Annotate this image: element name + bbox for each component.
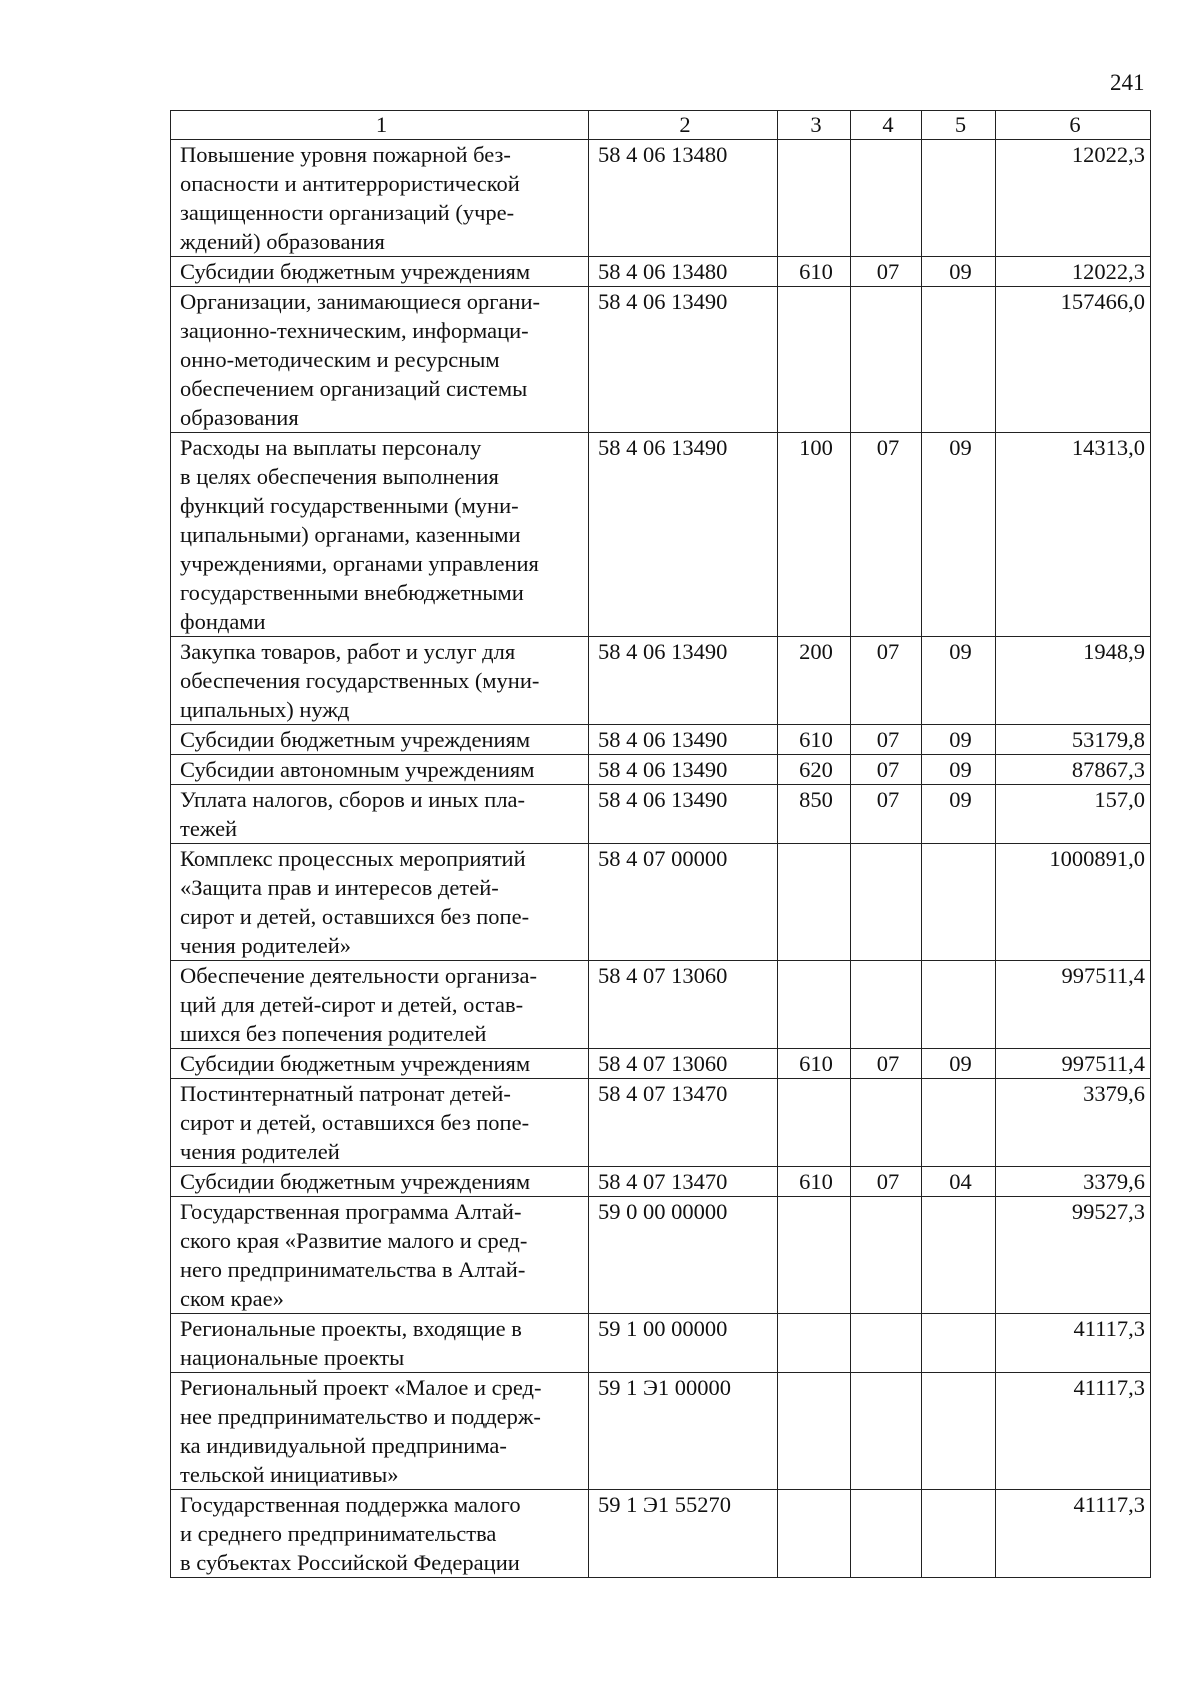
row-section-cell	[851, 1314, 922, 1373]
budget-table	[170, 110, 1151, 1578]
row-name-cell: Закупка товаров, работ и услуг для обеспечения государственных (муни- ципальных) нужд	[171, 637, 589, 725]
row-amount-cell: 997511,4	[996, 961, 1151, 1049]
row-expense-type-cell: 100	[778, 433, 851, 637]
table-row	[171, 844, 1151, 961]
row-amount-cell: 41117,3	[996, 1490, 1151, 1578]
column-header: 4	[851, 111, 922, 140]
row-code-cell: 58 4 06 13480	[589, 257, 778, 287]
row-section-cell: 07	[851, 725, 922, 755]
row-amount-cell: 53179,8	[996, 725, 1151, 755]
row-section-cell	[851, 1490, 922, 1578]
row-code-cell: 58 4 06 13490	[589, 287, 778, 433]
row-amount-cell: 41117,3	[996, 1373, 1151, 1490]
row-amount-cell: 14313,0	[996, 433, 1151, 637]
row-section-cell: 07	[851, 1167, 922, 1197]
row-expense-type-cell: 610	[778, 1167, 851, 1197]
row-amount-cell: 12022,3	[996, 257, 1151, 287]
row-expense-type-cell	[778, 961, 851, 1049]
row-name-cell: Субсидии бюджетным учреждениям	[171, 1167, 589, 1197]
row-name-cell: Уплата налогов, сборов и иных пла- тежей	[171, 785, 589, 844]
table-row	[171, 1167, 1151, 1197]
row-amount-cell: 1000891,0	[996, 844, 1151, 961]
column-header: 6	[996, 111, 1151, 140]
row-section-cell: 07	[851, 1049, 922, 1079]
table-row	[171, 725, 1151, 755]
column-header: 2	[589, 111, 778, 140]
row-expense-type-cell	[778, 1197, 851, 1314]
table-row	[171, 140, 1151, 257]
row-name-cell: Повышение уровня пожарной без- опасности и антитеррористической защищенности организаций (учре- ждений) образования	[171, 140, 589, 257]
table-row	[171, 257, 1151, 287]
row-subsection-cell: 04	[922, 1167, 996, 1197]
row-code-cell: 58 4 06 13490	[589, 637, 778, 725]
row-expense-type-cell	[778, 140, 851, 257]
row-section-cell	[851, 287, 922, 433]
row-subsection-cell: 09	[922, 725, 996, 755]
column-header: 1	[171, 111, 589, 140]
table-row	[171, 1490, 1151, 1578]
row-name-cell: Региональный проект «Малое и сред- нее предпринимательство и поддерж- ка индивидуальной предпринима- тельской инициативы»	[171, 1373, 589, 1490]
row-code-cell: 58 4 07 13060	[589, 961, 778, 1049]
row-subsection-cell: 09	[922, 257, 996, 287]
row-section-cell	[851, 844, 922, 961]
row-code-cell: 58 4 07 13060	[589, 1049, 778, 1079]
row-name-cell: Субсидии бюджетным учреждениям	[171, 725, 589, 755]
row-expense-type-cell	[778, 1490, 851, 1578]
row-subsection-cell	[922, 1373, 996, 1490]
row-name-cell: Расходы на выплаты персоналу в целях обеспечения выполнения функций государственными (муни- ципальными) органами, казенными учреждениями, органами управления государственными внебюджетными фондами	[171, 433, 589, 637]
row-section-cell: 07	[851, 785, 922, 844]
row-name-cell: Субсидии бюджетным учреждениям	[171, 257, 589, 287]
row-subsection-cell	[922, 844, 996, 961]
row-expense-type-cell	[778, 1314, 851, 1373]
row-expense-type-cell: 620	[778, 755, 851, 785]
row-section-cell	[851, 1373, 922, 1490]
row-section-cell	[851, 961, 922, 1049]
row-code-cell: 59 1 Э1 00000	[589, 1373, 778, 1490]
row-name-cell: Комплекс процессных мероприятий «Защита прав и интересов детей- сирот и детей, оставшихся без попе- чения родителей»	[171, 844, 589, 961]
row-expense-type-cell	[778, 1373, 851, 1490]
row-amount-cell: 157466,0	[996, 287, 1151, 433]
row-code-cell: 58 4 07 13470	[589, 1079, 778, 1167]
row-amount-cell: 3379,6	[996, 1079, 1151, 1167]
row-code-cell: 59 1 Э1 55270	[589, 1490, 778, 1578]
row-code-cell: 58 4 06 13490	[589, 755, 778, 785]
row-name-cell: Субсидии бюджетным учреждениям	[171, 1049, 589, 1079]
row-amount-cell: 1948,9	[996, 637, 1151, 725]
row-name-cell: Обеспечение деятельности организа- ций для детей-сирот и детей, остав- шихся без попечения родителей	[171, 961, 589, 1049]
table-row	[171, 637, 1151, 725]
row-subsection-cell: 09	[922, 637, 996, 725]
table-row	[171, 433, 1151, 637]
row-subsection-cell: 09	[922, 755, 996, 785]
row-code-cell: 58 4 06 13490	[589, 433, 778, 637]
row-section-cell: 07	[851, 755, 922, 785]
row-subsection-cell	[922, 1079, 996, 1167]
row-name-cell: Постинтернатный патронат детей- сирот и детей, оставшихся без попе- чения родителей	[171, 1079, 589, 1167]
row-expense-type-cell: 610	[778, 725, 851, 755]
row-name-cell: Государственная программа Алтай- ского края «Развитие малого и сред- него предпринимательства в Алтай- ском крае»	[171, 1197, 589, 1314]
row-amount-cell: 87867,3	[996, 755, 1151, 785]
row-section-cell	[851, 1197, 922, 1314]
row-amount-cell: 12022,3	[996, 140, 1151, 257]
row-subsection-cell: 09	[922, 1049, 996, 1079]
row-amount-cell: 157,0	[996, 785, 1151, 844]
row-expense-type-cell: 610	[778, 1049, 851, 1079]
row-subsection-cell	[922, 1490, 996, 1578]
table-row	[171, 1373, 1151, 1490]
column-header: 3	[778, 111, 851, 140]
row-subsection-cell	[922, 287, 996, 433]
row-code-cell: 58 4 06 13480	[589, 140, 778, 257]
row-code-cell: 59 1 00 00000	[589, 1314, 778, 1373]
row-expense-type-cell: 200	[778, 637, 851, 725]
row-code-cell: 59 0 00 00000	[589, 1197, 778, 1314]
table-row	[171, 1049, 1151, 1079]
table-row	[171, 961, 1151, 1049]
row-expense-type-cell: 610	[778, 257, 851, 287]
table-row	[171, 1314, 1151, 1373]
table-row	[171, 287, 1151, 433]
row-section-cell	[851, 1079, 922, 1167]
row-subsection-cell	[922, 140, 996, 257]
row-code-cell: 58 4 07 13470	[589, 1167, 778, 1197]
row-subsection-cell	[922, 1314, 996, 1373]
row-amount-cell: 3379,6	[996, 1167, 1151, 1197]
row-code-cell: 58 4 07 00000	[589, 844, 778, 961]
row-subsection-cell	[922, 1197, 996, 1314]
table-row	[171, 1079, 1151, 1167]
table-row	[171, 755, 1151, 785]
table-row	[171, 785, 1151, 844]
row-expense-type-cell	[778, 1079, 851, 1167]
row-section-cell	[851, 140, 922, 257]
row-section-cell: 07	[851, 257, 922, 287]
row-name-cell: Региональные проекты, входящие в национальные проекты	[171, 1314, 589, 1373]
row-subsection-cell: 09	[922, 433, 996, 637]
row-code-cell: 58 4 06 13490	[589, 785, 778, 844]
row-name-cell: Организации, занимающиеся органи- зационно-техническим, информаци- онно-методическим и ресурсным обеспечением организаций системы образования	[171, 287, 589, 433]
row-name-cell: Субсидии автономным учреждениям	[171, 755, 589, 785]
table-row	[171, 1197, 1151, 1314]
row-expense-type-cell	[778, 287, 851, 433]
row-amount-cell: 997511,4	[996, 1049, 1151, 1079]
row-expense-type-cell: 850	[778, 785, 851, 844]
row-amount-cell: 99527,3	[996, 1197, 1151, 1314]
row-section-cell: 07	[851, 433, 922, 637]
row-expense-type-cell	[778, 844, 851, 961]
row-subsection-cell: 09	[922, 785, 996, 844]
table-header-row	[171, 111, 1151, 140]
row-code-cell: 58 4 06 13490	[589, 725, 778, 755]
row-section-cell: 07	[851, 637, 922, 725]
column-header: 5	[922, 111, 996, 140]
page-number: 241	[1110, 70, 1145, 95]
row-name-cell: Государственная поддержка малого и среднего предпринимательства в субъектах Российской Федерации	[171, 1490, 589, 1578]
row-amount-cell: 41117,3	[996, 1314, 1151, 1373]
row-subsection-cell	[922, 961, 996, 1049]
